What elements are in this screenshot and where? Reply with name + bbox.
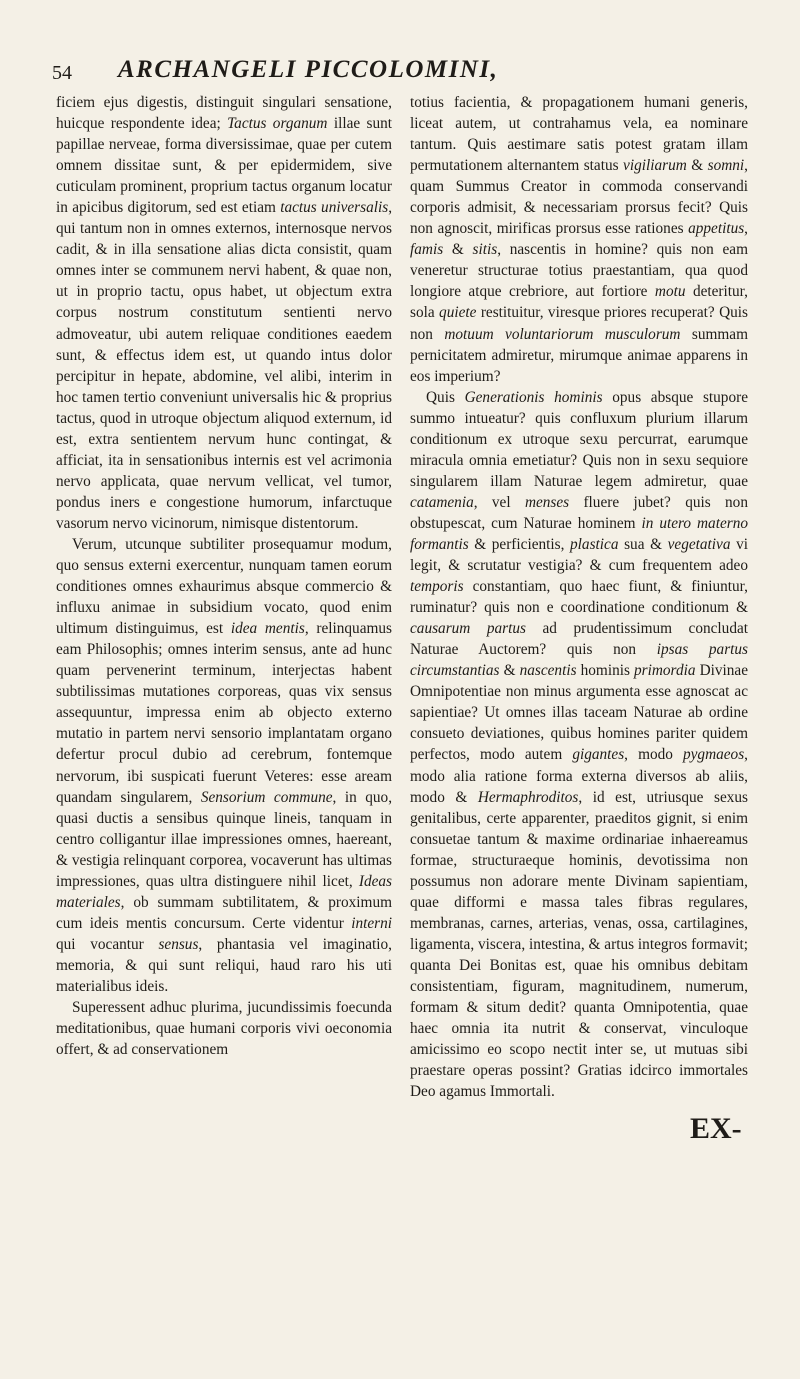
italic-text: plastica — [570, 535, 619, 553]
italic-text: Generationis hominis — [464, 388, 603, 406]
left-column — [56, 92, 392, 1060]
italic-text: vigiliarum — [623, 157, 687, 175]
text-run: opus absque stupore summo intueatur? quis confluxum plurium illarum conditionum ex utroque sexu percurrat, earumque miracula omnia emetiatur? Quis non in sexu sequiore singularem illam Naturae legem admiretur, quae — [410, 388, 748, 490]
text-run: , phantasia vel imaginatio, memoria, & qui sunt reliqui, haud raro his uti materialibus ideis. — [56, 935, 393, 995]
text-run: sua & — [618, 535, 668, 553]
paragraph — [56, 534, 392, 997]
page-number: 54 — [52, 62, 72, 84]
text-run: & — [686, 157, 708, 175]
text-run: , in quo, quasi ductis a sensibus quinque lineis, tanquam in centro colligantur illae impressiones omnes, haereant, & vestigia relinquant corporea, vocaverunt has ultimas impressiones, quas ultra distinguere nihil licet, — [56, 788, 393, 890]
text-run: constantiam, quo haec fiunt, & finiuntur, ruminatur? quis non e coordinatione conditionum & — [410, 578, 748, 617]
italic-text: primordia — [634, 662, 696, 680]
text-run: , ob summam subtilitatem, & proximum cum ideis mentis concursum. Certe videntur — [56, 893, 392, 932]
text-run: , modo alia ratione forma externa diversos ab aliis, modo & — [410, 746, 748, 806]
text-run: , id est, utriusque sexus genitalibus, certe apparenter, praeditos gignit, si enim consuetae tantum & maxime ordinariae inhaereamus formae, structuraeque hominis, devotissima non possumus non adorare mente Divinam sapientiam, quae difformi e massa tales fibras regulares, membranas, carnes, arterias, venas, ossa, cartilagines, ligamenta, viscera, intestina, & artus integros formavit; quanta Dei Bonitas est, quae his omnibus debitam consistentiam, figuram, magnitudinem, numerum, formam & situm dedit? quanta Omnipotentia, quae haec omnia ita nutrit & conservat, vinculoque amicissimo eo scopo nectit inter se, ut mutuas sibi praestare operas possint? Gratias idcirco immortales Deo agamus Immortali. — [410, 788, 748, 1101]
italic-text: idea mentis — [230, 620, 305, 638]
text-run: , nascentis in homine? quis non eam veneretur structurae totius praestantiam, qua quod longiore atque crebriore, aut fortiore — [410, 241, 748, 301]
text-run: , modo — [624, 746, 683, 764]
text-run: , relinquamus eam Philosophis; omnes interim sensus, ante ad hunc quam pervenerint terminum, interjectas habent subtilissimas mutationes corporeas, quas vix sensus assequuntur, impressa enim ab objecto externo mutatio in partem nervi sensorio implantatam organo defertur procul dubio ad cerebrum, fontemque nervorum, ibi suspicati fuerunt Veteres: esse aream quandam singularem, — [56, 620, 392, 806]
italic-text: Tactus organum — [227, 115, 328, 133]
italic-text: Hermaphroditos — [477, 788, 579, 806]
paragraph — [410, 387, 748, 1103]
paragraph — [56, 997, 392, 1060]
text-run: , qui tantum non in omnes externos, internosque nervos cadit, & in illa sensatione alias dicta consistit, quam omnes inter se communem nervi habent, & quae non, ut in proprio tactu, opus habet, ut objectum extra corpus nostrum constitutum sentienti nervo admoveatur, ubi autem reliquae conditiones eaedem sunt, & effectus idem est, ut quando intus dolor percipitur in hepate, abdomine, vel alibi, interim in hoc tamen tertio conveniunt universalis hic & proprius tactus, quod in utroque objectum aliquod externum, id est, extra sentientem nervum hunc contingat, & afficiat, ita in sensationibus internis est vel acrimonia nervo applicata, quae nervum vellicat, vel tumor, pondus iners e congestione humorum, infarctuque vasorum nervo vicinorum, nimisque distentorum. — [56, 199, 393, 532]
italic-text: motuum voluntariorum musculorum — [444, 325, 681, 343]
text-run: Divinae Omnipotentiae non minus argumenta esse agnoscat ac sapientiae? Ut omnes illas taceam Naturae ab ordine consueto deviationes, quibus homines pariter quidem perfectos, modo autem — [410, 662, 749, 764]
page-header — [52, 52, 762, 86]
text-run: & — [499, 662, 520, 680]
italic-text: Ideas materiales — [56, 872, 392, 911]
italic-text: menses — [524, 493, 570, 511]
text-run: hominis — [576, 662, 635, 680]
text-run: & perficientis, — [468, 535, 571, 553]
text-run: qui vocantur — [56, 935, 159, 953]
text-run: , vel — [473, 493, 525, 511]
italic-text: somni — [707, 157, 745, 175]
italic-text: motu — [654, 283, 686, 301]
italic-text: catamenia — [410, 493, 474, 511]
text-run: , quam Summus Creator in commoda conservandi corporis admisit, & necessariam prorsus fecit? Quis non agnoscit, mirificas prorsus esse rationes — [410, 157, 748, 238]
italic-text: interni — [351, 914, 392, 932]
italic-text: temporis — [410, 578, 464, 596]
paragraph — [56, 92, 392, 534]
text-run: Verum, utcunque subtiliter prosequamur modum, quo sensus externi exercentur, nunquam tamen eorum conditiones omnes exhaurimus absque commercio & influxu animae in subsidium vocato, quod enim ultimum distinguimus, est — [56, 535, 392, 638]
italic-text: causarum partus — [410, 620, 526, 638]
italic-text: appetitus — [688, 220, 745, 238]
text-run: vi legit, & scrutatur vestigia? & cum frequentem adeo — [410, 535, 748, 575]
text-run: , — [744, 220, 748, 238]
text-run: Superessent adhuc plurima, jucundissimis foecunda meditationibus, quae humani corporis vivi oeconomia offert, & ad conservationem — [56, 999, 392, 1059]
running-title: ARCHANGELI PICCOLOMINI, — [118, 56, 499, 83]
italic-text: quiete — [439, 304, 477, 322]
italic-text: gigantes — [572, 746, 625, 764]
text-run: ficiem ejus digestis, distinguit singulari sensatione, huicque respondente idea; — [56, 94, 392, 133]
right-column — [410, 92, 748, 1102]
text-run: fluere jubet? quis non obstupescat, cum Naturae hominem — [410, 493, 748, 532]
italic-text: nascentis — [519, 662, 577, 680]
italic-text: Sensorium commune — [200, 788, 333, 806]
text-run: deteritur, sola — [410, 283, 748, 322]
italic-text: in utero materno formantis — [410, 514, 748, 553]
italic-text: pygmaeos — [682, 746, 745, 764]
italic-text: sitis — [472, 241, 498, 259]
text-run: illae sunt papillae nerveae, forma diversissimae, quae per cutem omnem dissitae sunt, & per epidermidem, sive cuticulam prominent, proprium tactus organum locatur in apicibus digitorum, sed est etiam — [56, 115, 392, 217]
text-run: restituitur, viresque priores recuperat? Quis non — [410, 304, 748, 343]
italic-text: famis — [410, 241, 444, 259]
paragraph — [410, 92, 748, 387]
text-run: & — [443, 241, 473, 259]
italic-text: vegetativa — [667, 535, 731, 553]
text-run: totius facientia, & propagationem humani generis, liceat autem, ut contrahamus vela, ea nominare tantum. Quis aestimare satis potest gratam illam permutationem alternantem status — [410, 94, 748, 175]
italic-text: tactus universalis — [280, 199, 389, 217]
text-run: ad prudentissimum concludat Naturae Auctorem? quis non — [410, 620, 749, 659]
text-run: summam pernicitatem admiretur, mirumque animae apparens in eos imperium? — [410, 325, 748, 385]
italic-text: ipsas partus circumstantias — [410, 641, 748, 680]
catchword: EX- — [690, 1112, 742, 1145]
text-run: Quis — [426, 388, 465, 406]
italic-text: sensus — [158, 935, 199, 953]
